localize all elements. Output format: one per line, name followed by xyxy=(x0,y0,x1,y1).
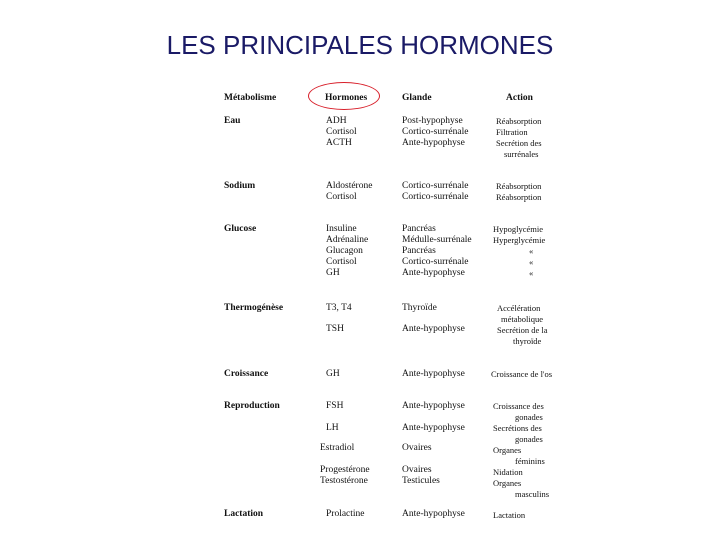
row-hormone: T3, T4 xyxy=(326,303,352,313)
row-metabolisme: Sodium xyxy=(224,181,256,191)
column-header-hormones: Hormones xyxy=(325,93,368,103)
row-metabolisme: Croissance xyxy=(224,369,269,379)
row-hormones: Progestérone Testostérone xyxy=(320,465,370,486)
row-glande: Ante-hypophyse xyxy=(402,423,465,433)
column-header-action: Action xyxy=(506,93,533,103)
row-actions: Accélération métabolique Secrétion de la thyroïde xyxy=(497,303,548,346)
row-actions: Hypoglycémie Hyperglycémie « « « xyxy=(493,224,546,278)
row-hormones: Insuline Adrénaline Glucagon Cortisol GH xyxy=(326,224,369,278)
row-metabolisme: Lactation xyxy=(224,509,264,519)
row-glande: Ovaires xyxy=(402,443,432,453)
row-hormone: LH xyxy=(326,423,339,433)
row-hormones: ADH Cortisol ACTH xyxy=(326,116,357,148)
column-header-metabolisme: Métabolisme xyxy=(224,93,277,103)
row-hormone: GH xyxy=(326,369,340,379)
row-hormone: Prolactine xyxy=(326,509,365,519)
row-action: Croissance de l'os xyxy=(491,369,553,379)
page-title: LES PRINCIPALES HORMONES xyxy=(166,30,554,60)
row-glande: Ante-hypophyse xyxy=(402,324,465,334)
row-hormone: TSH xyxy=(326,324,344,334)
row-actions: Réabsorption Réabsorption xyxy=(496,181,542,202)
row-glande: Ante-hypophyse xyxy=(402,369,465,379)
row-metabolisme: Reproduction xyxy=(224,401,280,411)
row-glandes: Pancréas Médulle-surrénale Pancréas Cortico-surrénale Ante-hypophyse xyxy=(402,224,472,278)
row-metabolisme: Eau xyxy=(224,116,241,126)
row-actions: Réabsorption Filtration Secrétion des surrénales xyxy=(496,116,542,159)
row-metabolisme: Thermogénèse xyxy=(224,303,284,313)
row-hormone: FSH xyxy=(326,401,344,411)
row-hormones: Aldostérone Cortisol xyxy=(326,181,373,202)
row-glande: Ante-hypophyse xyxy=(402,401,465,411)
row-glandes: Post-hypophyse Cortico-surrénale Ante-hypophyse xyxy=(402,116,469,148)
row-hormone: Estradiol xyxy=(320,443,355,453)
row-metabolisme: Glucose xyxy=(224,224,257,234)
row-glande: Ante-hypophyse xyxy=(402,509,465,519)
row-glandes: Cortico-surrénale Cortico-surrénale xyxy=(402,181,469,202)
row-glande: Thyroïde xyxy=(402,303,437,313)
highlight-circle xyxy=(308,82,380,110)
row-actions: Croissance des gonades Secrétions des gonades Organes féminins Nidation Organes masculins xyxy=(493,401,549,499)
row-glandes: Ovaires Testicules xyxy=(402,465,440,486)
row-action: Lactation xyxy=(493,510,526,520)
column-header-glande: Glande xyxy=(402,93,432,103)
